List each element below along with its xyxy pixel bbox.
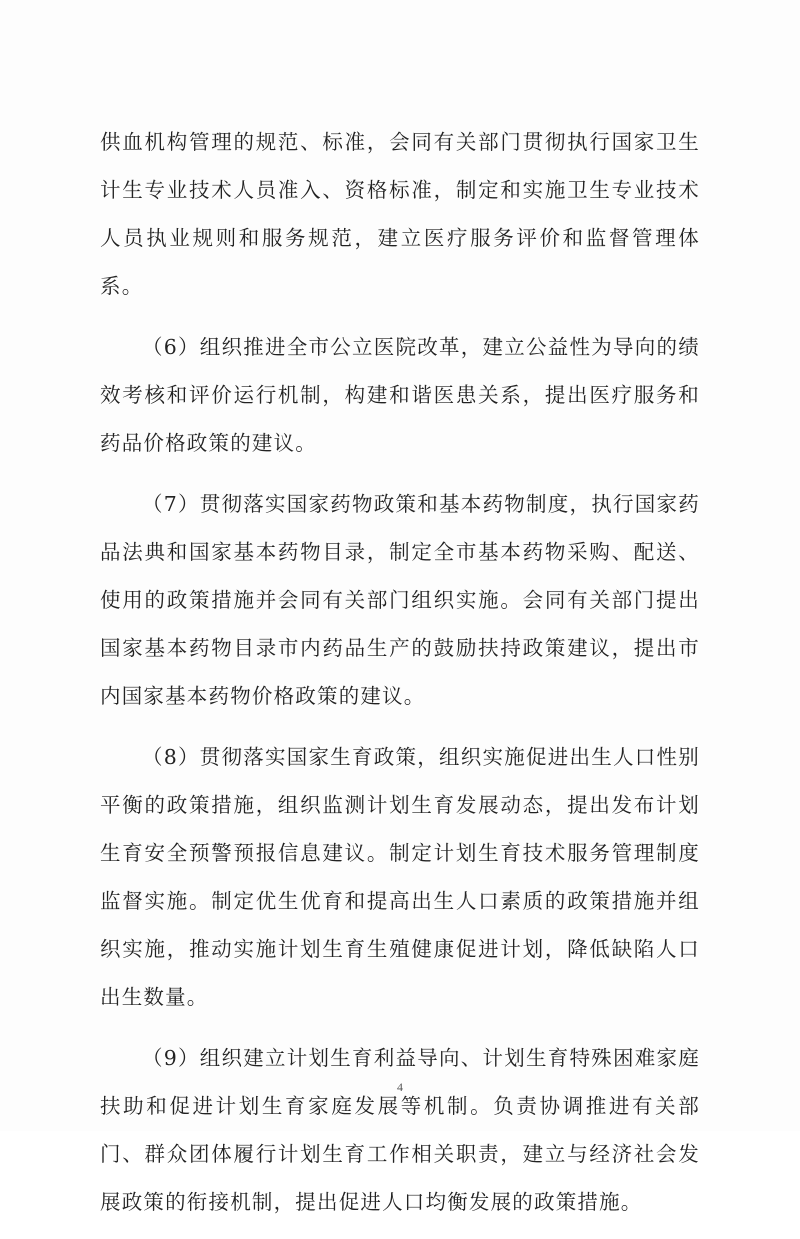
body-text xyxy=(100,118,700,1239)
paragraph-continued: 供血机构管理的规范、标准，会同有关部门贯彻执行国家卫生计生专业技术人员准入、资格标准，制定和实施卫生专业技术人员执业规则和服务规范，建立医疗服务评价和监督管理体系。 xyxy=(100,130,700,298)
paragraph-item-8: （8）贯彻落实国家生育政策，组织实施促进出生人口性别平衡的政策措施，组织监测计划生育发展动态，提出发布计划生育安全预警预报信息建议。制定计划生育技术服务管理制度监督实施。制定优生优育和提高出生人口素质的政策措施并组织实施，推动实施计划生育生殖健康促进计划，降低缺陷人口出生数量。 xyxy=(100,745,700,1009)
page-number: 4 xyxy=(397,1080,403,1094)
paragraph-item-9: （9）组织建立计划生育利益导向、计划生育特殊困难家庭扶助和促进计划生育家庭发展等机制。负责协调推进有关部门、群众团体履行计划生育工作相关职责，建立与经济社会发展政策的衔接机制，提出促进人口均衡发展的政策措施。 xyxy=(100,1046,700,1214)
paragraph-item-7: （7）贯彻落实国家药物政策和基本药物制度，执行国家药品法典和国家基本药物目录，制定全市基本药物采购、配送、使用的政策措施并会同有关部门组织实施。会同有关部门提出国家基本药物目录市内药品生产的鼓励扶持政策建议，提出市内国家基本药物价格政策的建议。 xyxy=(100,492,700,708)
paragraph-item-6: （6）组织推进全市公立医院改革，建立公益性为导向的绩效考核和评价运行机制，构建和谐医患关系，提出医疗服务和药品价格政策的建议。 xyxy=(100,335,700,455)
